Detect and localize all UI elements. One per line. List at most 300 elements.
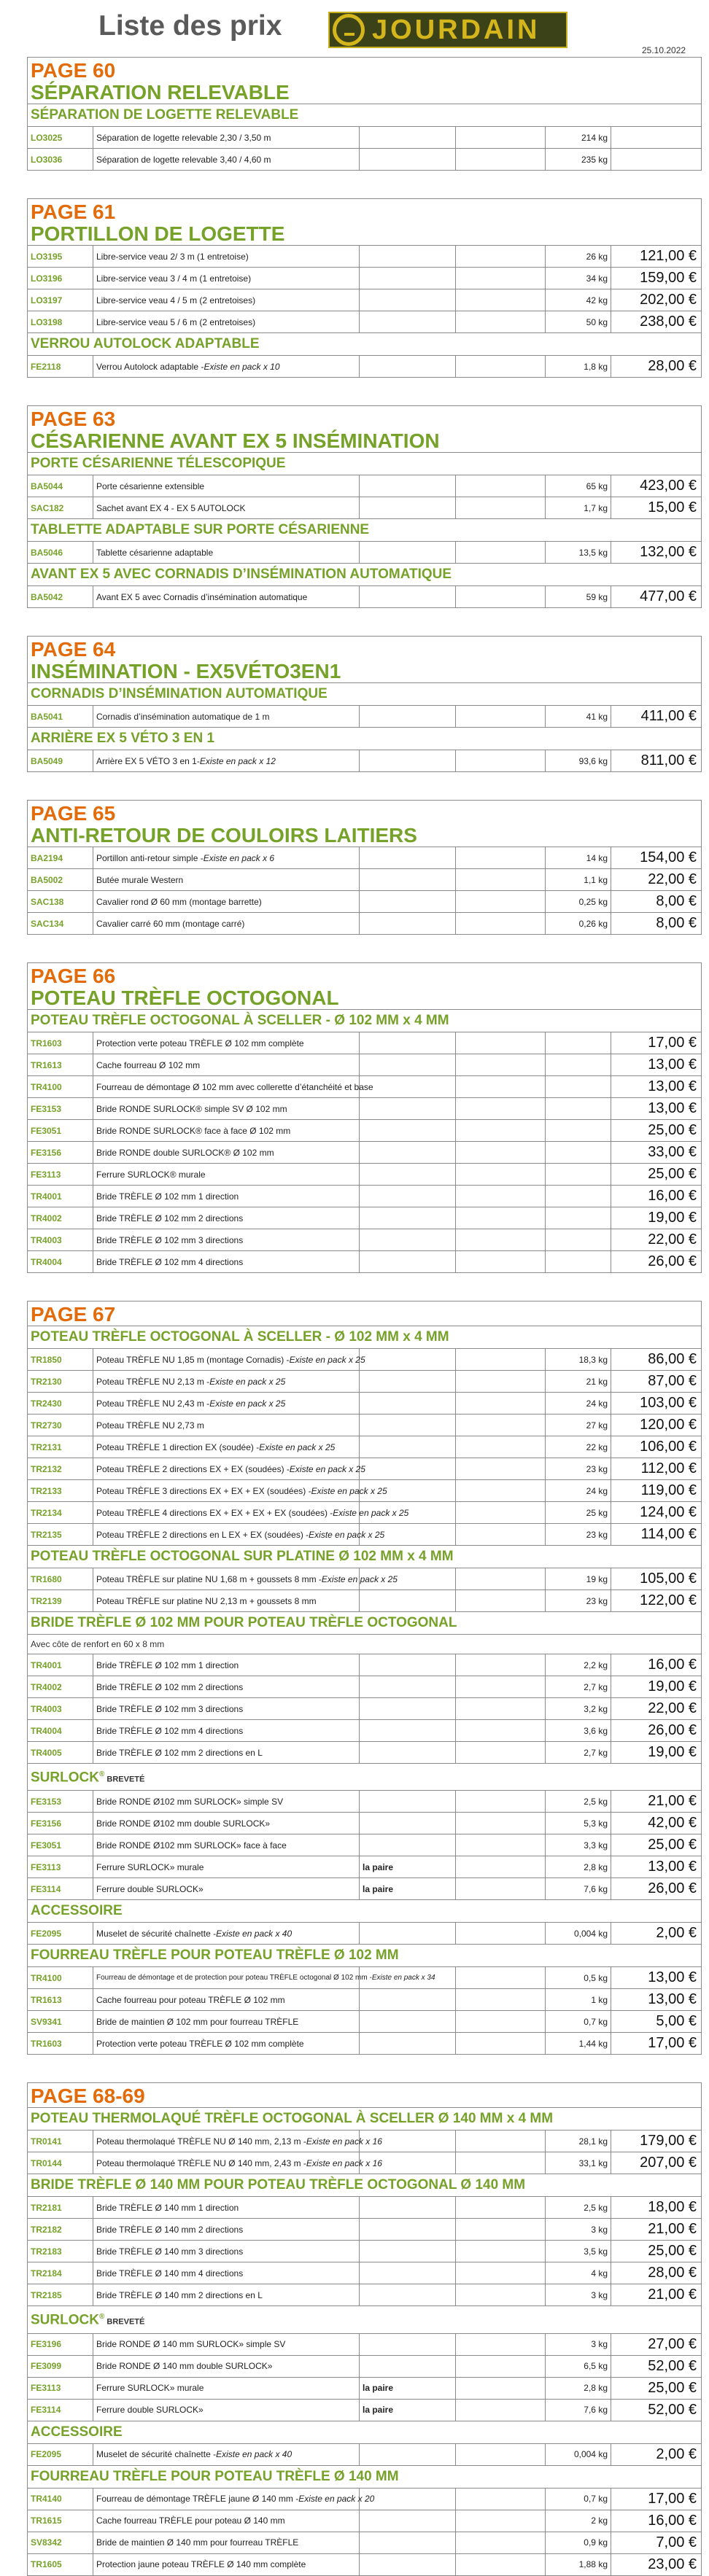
product-description — [93, 1524, 385, 1545]
table-row — [28, 890, 701, 912]
unit-note — [360, 268, 456, 289]
product-code: TR1615 — [28, 2510, 93, 2532]
unit-note — [360, 2532, 456, 2553]
product-weight: 24 kg — [546, 1480, 611, 1501]
product-description — [93, 1251, 360, 1272]
product-code: TR2134 — [28, 1502, 93, 1523]
unit-note — [360, 356, 456, 377]
product-price: 13,00 € — [648, 1859, 697, 1875]
empty-cell — [456, 1698, 546, 1719]
empty-cell — [456, 1813, 546, 1834]
group-title — [28, 518, 701, 541]
unit-note — [360, 1371, 456, 1392]
description-text: Poteau TRÈFLE sur platine NU 2,13 m + goussets 8 mm — [96, 1595, 317, 1606]
empty-cell — [456, 2554, 546, 2575]
table-row — [28, 475, 701, 497]
product-price: 13,00 € — [648, 1057, 697, 1073]
table-row — [28, 2240, 701, 2262]
product-code: LO3025 — [28, 127, 93, 148]
empty-cell — [456, 2284, 546, 2305]
brand-logo — [328, 12, 567, 48]
empty-cell — [456, 869, 546, 890]
product-description — [93, 1480, 387, 1501]
product-weight: 28,1 kg — [546, 2131, 611, 2152]
product-weight: 2,7 kg — [546, 1676, 611, 1697]
table-row — [28, 912, 701, 934]
product-description — [93, 268, 360, 289]
pack-info: Existe en pack x 10 — [204, 361, 280, 372]
product-code: FE2095 — [28, 1923, 93, 1944]
product-code: TR4003 — [28, 1229, 93, 1250]
group-title-text: POTEAU TRÈFLE OCTOGONAL À SCELLER - Ø 102 MM x 4 MM — [31, 1013, 449, 1028]
product-weight — [546, 1076, 611, 1097]
unit-note — [360, 1229, 456, 1250]
unit-note — [360, 246, 456, 267]
product-description — [93, 586, 360, 607]
product-price: 86,00 € — [648, 1351, 697, 1367]
table-row — [28, 245, 701, 267]
product-code: FE3153 — [28, 1791, 93, 1812]
empty-cell — [456, 127, 546, 148]
product-price: 22,00 € — [648, 1231, 697, 1248]
product-code: TR2430 — [28, 1393, 93, 1414]
product-code: BA5041 — [28, 706, 93, 727]
product-weight — [546, 1251, 611, 1272]
description-text: Bride TRÈFLE Ø 140 mm 2 directions — [96, 2224, 244, 2235]
product-description — [93, 1878, 360, 1899]
product-price: 17,00 € — [648, 1035, 697, 1051]
unit-note — [360, 1568, 456, 1589]
group-title-text: SURLOCK — [31, 1770, 99, 1786]
unit-note — [360, 586, 456, 607]
pack-info: Existe en pack x 40 — [216, 2449, 292, 2460]
group-title-text: ACCESSOIRE — [31, 1903, 123, 1919]
product-description — [93, 2033, 360, 2054]
group-title-text: SÉPARATION DE LOGETTE RELEVABLE — [31, 107, 299, 122]
empty-cell — [456, 1989, 546, 2010]
empty-cell — [456, 542, 546, 563]
group-title-text: ACCESSOIRE — [31, 2424, 123, 2440]
empty-cell — [456, 1349, 546, 1370]
product-price: 87,00 € — [648, 1373, 697, 1389]
product-weight: 1 kg — [546, 1989, 611, 2010]
product-price: 52,00 € — [648, 2401, 697, 2418]
description-text: Fourreau de démontage Ø 102 mm avec collerette d’étanchéité et base — [96, 1081, 373, 1092]
product-description — [93, 1032, 360, 1054]
empty-cell — [456, 2334, 546, 2355]
group-title — [28, 1545, 701, 1568]
product-weight: 2,5 kg — [546, 2197, 611, 2218]
group-title — [28, 452, 701, 475]
product-weight: 7,6 kg — [546, 1878, 611, 1899]
empty-cell — [456, 1590, 546, 1611]
product-code: TR4100 — [28, 1967, 93, 1988]
table-row — [28, 126, 701, 148]
empty-cell — [456, 2400, 546, 2421]
product-price: 8,00 € — [656, 893, 697, 909]
section-title: CÉSARIENNE AVANT EX 5 INSÉMINATION — [31, 429, 440, 452]
table-row — [28, 2510, 701, 2532]
table-row — [28, 1054, 701, 1075]
empty-cell — [456, 891, 546, 912]
unit-note — [360, 1989, 456, 2010]
table-row — [28, 2032, 701, 2054]
product-code: FE3113 — [28, 2378, 93, 2399]
product-weight: 42 kg — [546, 289, 611, 311]
description-text: Fourreau de démontage et de protection pour poteau TRÈFLE octogonal Ø 102 mm - — [96, 1974, 372, 1982]
empty-cell — [456, 2152, 546, 2174]
product-code: TR4004 — [28, 1251, 93, 1272]
product-price: 21,00 € — [648, 1793, 697, 1810]
product-price: 119,00 € — [640, 1482, 697, 1498]
unit-note — [360, 1142, 456, 1163]
empty-cell — [456, 2378, 546, 2399]
empty-cell — [456, 1720, 546, 1741]
product-weight: 1,1 kg — [546, 869, 611, 890]
empty-cell — [456, 2033, 546, 2054]
description-text: Poteau thermolaqué TRÈFLE NU Ø 140 mm, 2,43 m - — [96, 2157, 306, 2168]
product-code: LO3198 — [28, 311, 93, 332]
table-row — [28, 1790, 701, 1812]
product-description — [93, 750, 360, 771]
product-description — [93, 1076, 373, 1097]
description-text: Bride RONDE double SURLOCK® Ø 102 mm — [96, 1147, 274, 1158]
table-row — [28, 2553, 701, 2575]
table-row — [28, 1458, 701, 1479]
empty-cell — [456, 1967, 546, 1988]
product-weight: 2,2 kg — [546, 1654, 611, 1676]
product-price: 19,00 € — [648, 1210, 697, 1226]
table-row — [28, 1119, 701, 1141]
product-weight: 0,26 kg — [546, 913, 611, 934]
empty-cell — [456, 1654, 546, 1676]
product-price: 19,00 € — [648, 1678, 697, 1694]
empty-cell — [456, 2197, 546, 2218]
product-weight: 2,7 kg — [546, 1742, 611, 1763]
product-code: TR4004 — [28, 1720, 93, 1741]
product-code: FE3113 — [28, 1164, 93, 1185]
product-code: SAC138 — [28, 891, 93, 912]
product-price: 33,00 € — [648, 1144, 697, 1160]
product-description — [93, 1054, 360, 1075]
empty-cell — [456, 1393, 546, 1414]
product-description — [93, 706, 360, 727]
description-text: Cavalier rond Ø 60 mm (montage barrette) — [96, 896, 262, 907]
empty-cell — [456, 1076, 546, 1097]
table-row — [28, 847, 701, 868]
price-section — [27, 962, 702, 1273]
product-description — [93, 1676, 360, 1697]
product-code: TR0141 — [28, 2131, 93, 2152]
empty-cell — [456, 1480, 546, 1501]
product-price: 17,00 € — [648, 2035, 697, 2052]
description-text: Bride RONDE Ø102 mm double SURLOCK» — [96, 1818, 271, 1829]
unit-note — [360, 1251, 456, 1272]
table-row — [28, 705, 701, 727]
pack-info: Existe en pack x 25 — [311, 1485, 387, 1496]
product-price: 52,00 € — [648, 2357, 697, 2374]
product-code: TR2182 — [28, 2219, 93, 2240]
product-code: FE3156 — [28, 1813, 93, 1834]
group-note: Avec côte de renfort en 60 x 8 mm — [28, 1634, 701, 1654]
description-text: Cornadis d’insémination automatique de 1 m — [96, 711, 270, 722]
table-row — [28, 1988, 701, 2010]
product-description — [93, 869, 360, 890]
product-code: LO3195 — [28, 246, 93, 267]
product-description — [93, 1229, 360, 1250]
product-description — [93, 149, 360, 170]
section-title: POTEAU TRÈFLE OCTOGONAL — [31, 987, 339, 1009]
product-weight: 0,7 kg — [546, 2011, 611, 2032]
empty-cell — [456, 913, 546, 934]
table-row — [28, 148, 701, 170]
unit-note — [360, 1349, 456, 1370]
product-price: 132,00 € — [640, 544, 697, 560]
unit-note — [360, 1032, 456, 1054]
product-code: TR1605 — [28, 2554, 93, 2575]
section-title: SÉPARATION RELEVABLE — [31, 81, 290, 104]
unit-note — [360, 2554, 456, 2575]
product-code: TR2181 — [28, 2197, 93, 2218]
product-description — [93, 1142, 360, 1163]
unit-note — [360, 1698, 456, 1719]
table-row — [28, 2377, 701, 2399]
product-code: TR2730 — [28, 1415, 93, 1436]
description-text: Cache fourreau TRÈFLE pour poteau Ø 140 mm — [96, 2515, 285, 2526]
table-row — [28, 2196, 701, 2218]
product-description — [93, 1120, 360, 1141]
unit-note — [360, 2011, 456, 2032]
product-code: LO3036 — [28, 149, 93, 170]
empty-cell — [456, 1207, 546, 1229]
table-row — [28, 2355, 701, 2377]
product-code: FE3113 — [28, 1856, 93, 1877]
product-code: FE3114 — [28, 1878, 93, 1899]
pack-info: Existe en pack x 25 — [209, 1398, 286, 1409]
table-row — [28, 1654, 701, 1676]
table-row — [28, 2262, 701, 2284]
empty-cell — [456, 1856, 546, 1877]
empty-cell — [456, 1229, 546, 1250]
description-text: Arrière EX 5 VÉTO 3 en 1- — [96, 755, 200, 766]
description-text: Cache fourreau Ø 102 mm — [96, 1059, 201, 1070]
description-text: Bride RONDE SURLOCK® simple SV Ø 102 mm — [96, 1103, 287, 1114]
pack-info: Existe en pack x 25 — [209, 1376, 286, 1387]
product-weight: 5,3 kg — [546, 1813, 611, 1834]
product-description — [93, 1742, 360, 1763]
description-text: Poteau TRÈFLE NU 2,13 m - — [96, 1376, 210, 1387]
product-weight: 3 kg — [546, 2334, 611, 2355]
table-row — [28, 1075, 701, 1097]
unit-note — [360, 1054, 456, 1075]
product-code: BA5002 — [28, 869, 93, 890]
unit-note: la paire — [360, 1878, 456, 1899]
empty-cell — [456, 1098, 546, 1119]
product-weight: 25 kg — [546, 1502, 611, 1523]
product-weight: 3,5 kg — [546, 2241, 611, 2262]
unit-note — [360, 847, 456, 868]
product-description — [93, 2334, 360, 2355]
product-price: 159,00 € — [640, 270, 697, 286]
table-row — [28, 1479, 701, 1501]
table-row — [28, 1163, 701, 1185]
page-label: PAGE 63 — [31, 408, 116, 430]
description-text: Bride TRÈFLE Ø 102 mm 2 directions — [96, 1213, 244, 1223]
product-code: SV9341 — [28, 2011, 93, 2032]
unit-note — [360, 1720, 456, 1741]
empty-cell — [456, 2510, 546, 2532]
product-description — [93, 2284, 360, 2305]
product-weight: 0,004 kg — [546, 1923, 611, 1944]
unit-note: la paire — [360, 1856, 456, 1877]
product-weight — [546, 1032, 611, 1054]
table-row — [28, 1877, 701, 1899]
product-price: 22,00 € — [648, 871, 697, 887]
empty-cell — [456, 2356, 546, 2377]
product-code: BA5049 — [28, 750, 93, 771]
product-code: TR4002 — [28, 1207, 93, 1229]
price-list — [0, 57, 709, 2576]
product-weight: 22 kg — [546, 1436, 611, 1458]
unit-note — [360, 1502, 456, 1523]
pack-info: Existe en pack x 16 — [306, 2136, 382, 2147]
product-code: FE3051 — [28, 1834, 93, 1856]
table-row — [28, 289, 701, 311]
product-code: FE2095 — [28, 2444, 93, 2465]
pack-info: Existe en pack x 6 — [203, 852, 275, 863]
product-description — [93, 1967, 435, 1988]
empty-cell — [456, 2262, 546, 2284]
product-weight — [546, 1229, 611, 1250]
page-label: PAGE 60 — [31, 59, 116, 82]
description-text: Ferrure SURLOCK® murale — [96, 1169, 206, 1180]
product-price: 16,00 € — [648, 1657, 697, 1673]
unit-note — [360, 1120, 456, 1141]
unit-note — [360, 1524, 456, 1545]
product-code: TR2183 — [28, 2241, 93, 2262]
pack-info: Existe en pack x 25 — [259, 1441, 336, 1452]
table-row — [28, 1348, 701, 1370]
pack-info: Existe en pack x 12 — [199, 755, 276, 766]
description-text: Poteau TRÈFLE NU 1,85 m (montage Cornadis) - — [96, 1354, 290, 1365]
product-weight: 59 kg — [546, 586, 611, 607]
unit-note — [360, 1967, 456, 1988]
product-code: LO3196 — [28, 268, 93, 289]
product-code: TR2133 — [28, 1480, 93, 1501]
group-title-text: CORNADIS D’INSÉMINATION AUTOMATIQUE — [31, 686, 328, 701]
table-row — [28, 1032, 701, 1054]
description-text: Bride TRÈFLE Ø 102 mm 3 directions — [96, 1703, 244, 1714]
page-label: PAGE 65 — [31, 802, 116, 825]
price-section — [27, 636, 702, 772]
empty-cell — [456, 1054, 546, 1075]
description-text: Bride TRÈFLE Ø 102 mm 2 directions en L — [96, 1747, 263, 1758]
description-text: Cavalier carré 60 mm (montage carré) — [96, 918, 245, 929]
description-text: Poteau TRÈFLE NU 2,43 m - — [96, 1398, 210, 1409]
product-price: 238,00 € — [640, 314, 697, 330]
product-code: TR1680 — [28, 1568, 93, 1589]
product-code: FE3196 — [28, 2334, 93, 2355]
product-price: 15,00 € — [648, 499, 697, 515]
table-row — [28, 2284, 701, 2305]
unit-note — [360, 2241, 456, 2262]
table-row — [28, 1856, 701, 1877]
unit-note — [360, 2510, 456, 2532]
section-header — [28, 406, 701, 452]
unit-note — [360, 2334, 456, 2355]
unit-note — [360, 1480, 456, 1501]
description-text: Muselet de sécurité chaînette - — [96, 2449, 217, 2460]
product-description — [93, 2532, 360, 2553]
product-price: 26,00 € — [648, 1880, 697, 1897]
unit-note — [360, 475, 456, 497]
pack-info: Existe en pack x 16 — [306, 2157, 382, 2168]
product-price: 17,00 € — [648, 2490, 697, 2507]
section-header — [28, 963, 701, 1009]
product-price: 121,00 € — [640, 248, 697, 264]
product-description — [93, 891, 360, 912]
product-price: 7,00 € — [656, 2534, 697, 2550]
product-description — [93, 2197, 360, 2218]
product-description — [93, 1098, 360, 1119]
product-code: BA5042 — [28, 586, 93, 607]
product-weight: 0,9 kg — [546, 2532, 611, 2553]
product-code: TR2184 — [28, 2262, 93, 2284]
table-row — [28, 1568, 701, 1589]
unit-note — [360, 891, 456, 912]
price-section — [27, 198, 702, 378]
product-code: FE3099 — [28, 2356, 93, 2377]
description-text: Libre-service veau 2/ 3 m (1 entretoise) — [96, 251, 249, 262]
product-weight: 21 kg — [546, 1371, 611, 1392]
product-weight: 19 kg — [546, 1568, 611, 1589]
description-text: Bride TRÈFLE Ø 140 mm 2 directions en L — [96, 2289, 263, 2300]
unit-note — [360, 289, 456, 311]
product-price: 26,00 € — [648, 1253, 697, 1269]
product-weight: 2,8 kg — [546, 1856, 611, 1877]
product-code: SV8342 — [28, 2532, 93, 2553]
table-row — [28, 1250, 701, 1272]
product-weight: 33,1 kg — [546, 2152, 611, 2174]
product-description — [93, 1207, 360, 1229]
product-price: 202,00 € — [640, 292, 697, 308]
product-weight: 34 kg — [546, 268, 611, 289]
product-price: 207,00 € — [640, 2155, 697, 2171]
table-row — [28, 1922, 701, 1944]
empty-cell — [456, 1032, 546, 1054]
description-text: Bride TRÈFLE Ø 140 mm 3 directions — [96, 2246, 244, 2257]
description-text: Protection verte poteau TRÈFLE Ø 102 mm complète — [96, 2038, 304, 2049]
table-row — [28, 1966, 701, 1988]
table-row — [28, 1229, 701, 1250]
product-weight — [546, 1207, 611, 1229]
product-code: FE2118 — [28, 356, 93, 377]
description-text: Poteau TRÈFLE sur platine NU 1,68 m + goussets 8 mm - — [96, 1573, 322, 1584]
patent-label: BREVETÉ — [104, 1775, 145, 1784]
unit-note — [360, 750, 456, 771]
group-title — [28, 682, 701, 705]
product-code: TR2185 — [28, 2284, 93, 2305]
description-text: Poteau TRÈFLE NU 2,73 m — [96, 1420, 204, 1431]
product-code: TR1613 — [28, 1054, 93, 1075]
product-code: BA5044 — [28, 475, 93, 497]
page-label: PAGE 64 — [31, 638, 116, 661]
table-row — [28, 1501, 701, 1523]
description-text: Bride RONDE Ø102 mm SURLOCK» face à face — [96, 1840, 287, 1851]
description-text: Bride de maintien Ø 102 mm pour fourreau TRÈFLE — [96, 2016, 299, 2027]
product-weight: 0,5 kg — [546, 1967, 611, 1988]
product-weight — [546, 1120, 611, 1141]
